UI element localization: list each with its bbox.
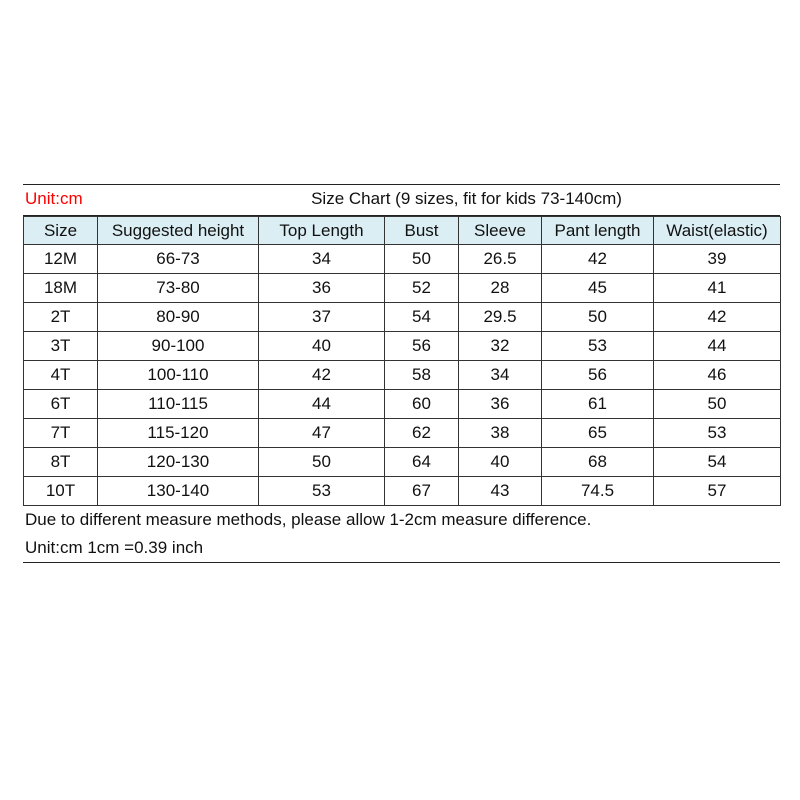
table-cell: 53: [542, 332, 654, 361]
column-header-size: Size: [24, 217, 98, 245]
unit-conversion-note: Unit:cm 1cm =0.39 inch: [25, 538, 204, 557]
table-cell: 4T: [24, 361, 98, 390]
table-row: [24, 448, 781, 477]
table-cell: 26.5: [459, 245, 542, 274]
notes-section: [23, 506, 780, 563]
table-cell: 34: [259, 245, 385, 274]
table-cell: 6T: [24, 390, 98, 419]
table-row: [24, 332, 781, 361]
table-cell: 110-115: [98, 390, 259, 419]
table-cell: 18M: [24, 274, 98, 303]
table-row: [24, 477, 781, 506]
table-cell: 41: [654, 274, 781, 303]
table-cell: 115-120: [98, 419, 259, 448]
table-cell: 100-110: [98, 361, 259, 390]
table-cell: 37: [259, 303, 385, 332]
table-row: [24, 390, 781, 419]
column-header-waist: Waist(elastic): [654, 217, 781, 245]
table-cell: 36: [459, 390, 542, 419]
table-cell: 40: [459, 448, 542, 477]
table-cell: 53: [654, 419, 781, 448]
table-cell: 130-140: [98, 477, 259, 506]
table-cell: 65: [542, 419, 654, 448]
table-row: [24, 361, 781, 390]
table-cell: 60: [385, 390, 459, 419]
table-cell: 32: [459, 332, 542, 361]
column-header-sleeve: Sleeve: [459, 217, 542, 245]
table-cell: 120-130: [98, 448, 259, 477]
table-cell: 42: [654, 303, 781, 332]
column-header-top-length: Top Length: [259, 217, 385, 245]
table-cell: 80-90: [98, 303, 259, 332]
table-cell: 43: [459, 477, 542, 506]
table-cell: 90-100: [98, 332, 259, 361]
table-cell: 67: [385, 477, 459, 506]
table-cell: 38: [459, 419, 542, 448]
table-cell: 28: [459, 274, 542, 303]
table-cell: 66-73: [98, 245, 259, 274]
table-cell: 50: [385, 245, 459, 274]
table-cell: 10T: [24, 477, 98, 506]
measure-note: Due to different measure methods, please allow 1-2cm measure difference.: [25, 510, 592, 529]
table-cell: 64: [385, 448, 459, 477]
table-cell: 58: [385, 361, 459, 390]
table-row: [24, 419, 781, 448]
table-cell: 8T: [24, 448, 98, 477]
table-cell: 3T: [24, 332, 98, 361]
chart-title: Size Chart (9 sizes, fit for kids 73-140cm): [311, 189, 622, 208]
table-cell: 53: [259, 477, 385, 506]
table-row: [24, 274, 781, 303]
table-row: [24, 303, 781, 332]
table-cell: 2T: [24, 303, 98, 332]
table-cell: 44: [654, 332, 781, 361]
table-cell: 40: [259, 332, 385, 361]
column-header-bust: Bust: [385, 217, 459, 245]
size-table: [23, 216, 781, 506]
table-cell: 45: [542, 274, 654, 303]
table-cell: 73-80: [98, 274, 259, 303]
table-cell: 54: [654, 448, 781, 477]
table-cell: 44: [259, 390, 385, 419]
table-row: [24, 245, 781, 274]
chart-title-row: [23, 184, 780, 216]
header-row: [24, 217, 781, 245]
table-cell: 34: [459, 361, 542, 390]
unit-label: Unit:cm: [25, 189, 83, 208]
size-chart: [23, 184, 780, 563]
table-cell: 46: [654, 361, 781, 390]
column-header-suggested-height: Suggested height: [98, 217, 259, 245]
table-cell: 29.5: [459, 303, 542, 332]
table-cell: 50: [654, 390, 781, 419]
table-cell: 50: [542, 303, 654, 332]
table-cell: 56: [385, 332, 459, 361]
table-cell: 62: [385, 419, 459, 448]
table-cell: 42: [542, 245, 654, 274]
table-cell: 54: [385, 303, 459, 332]
table-cell: 56: [542, 361, 654, 390]
table-cell: 47: [259, 419, 385, 448]
table-cell: 52: [385, 274, 459, 303]
table-cell: 36: [259, 274, 385, 303]
table-cell: 7T: [24, 419, 98, 448]
table-cell: 42: [259, 361, 385, 390]
table-cell: 12M: [24, 245, 98, 274]
table-cell: 50: [259, 448, 385, 477]
table-cell: 68: [542, 448, 654, 477]
table-cell: 39: [654, 245, 781, 274]
column-header-pant-length: Pant length: [542, 217, 654, 245]
table-cell: 74.5: [542, 477, 654, 506]
table-cell: 57: [654, 477, 781, 506]
table-cell: 61: [542, 390, 654, 419]
